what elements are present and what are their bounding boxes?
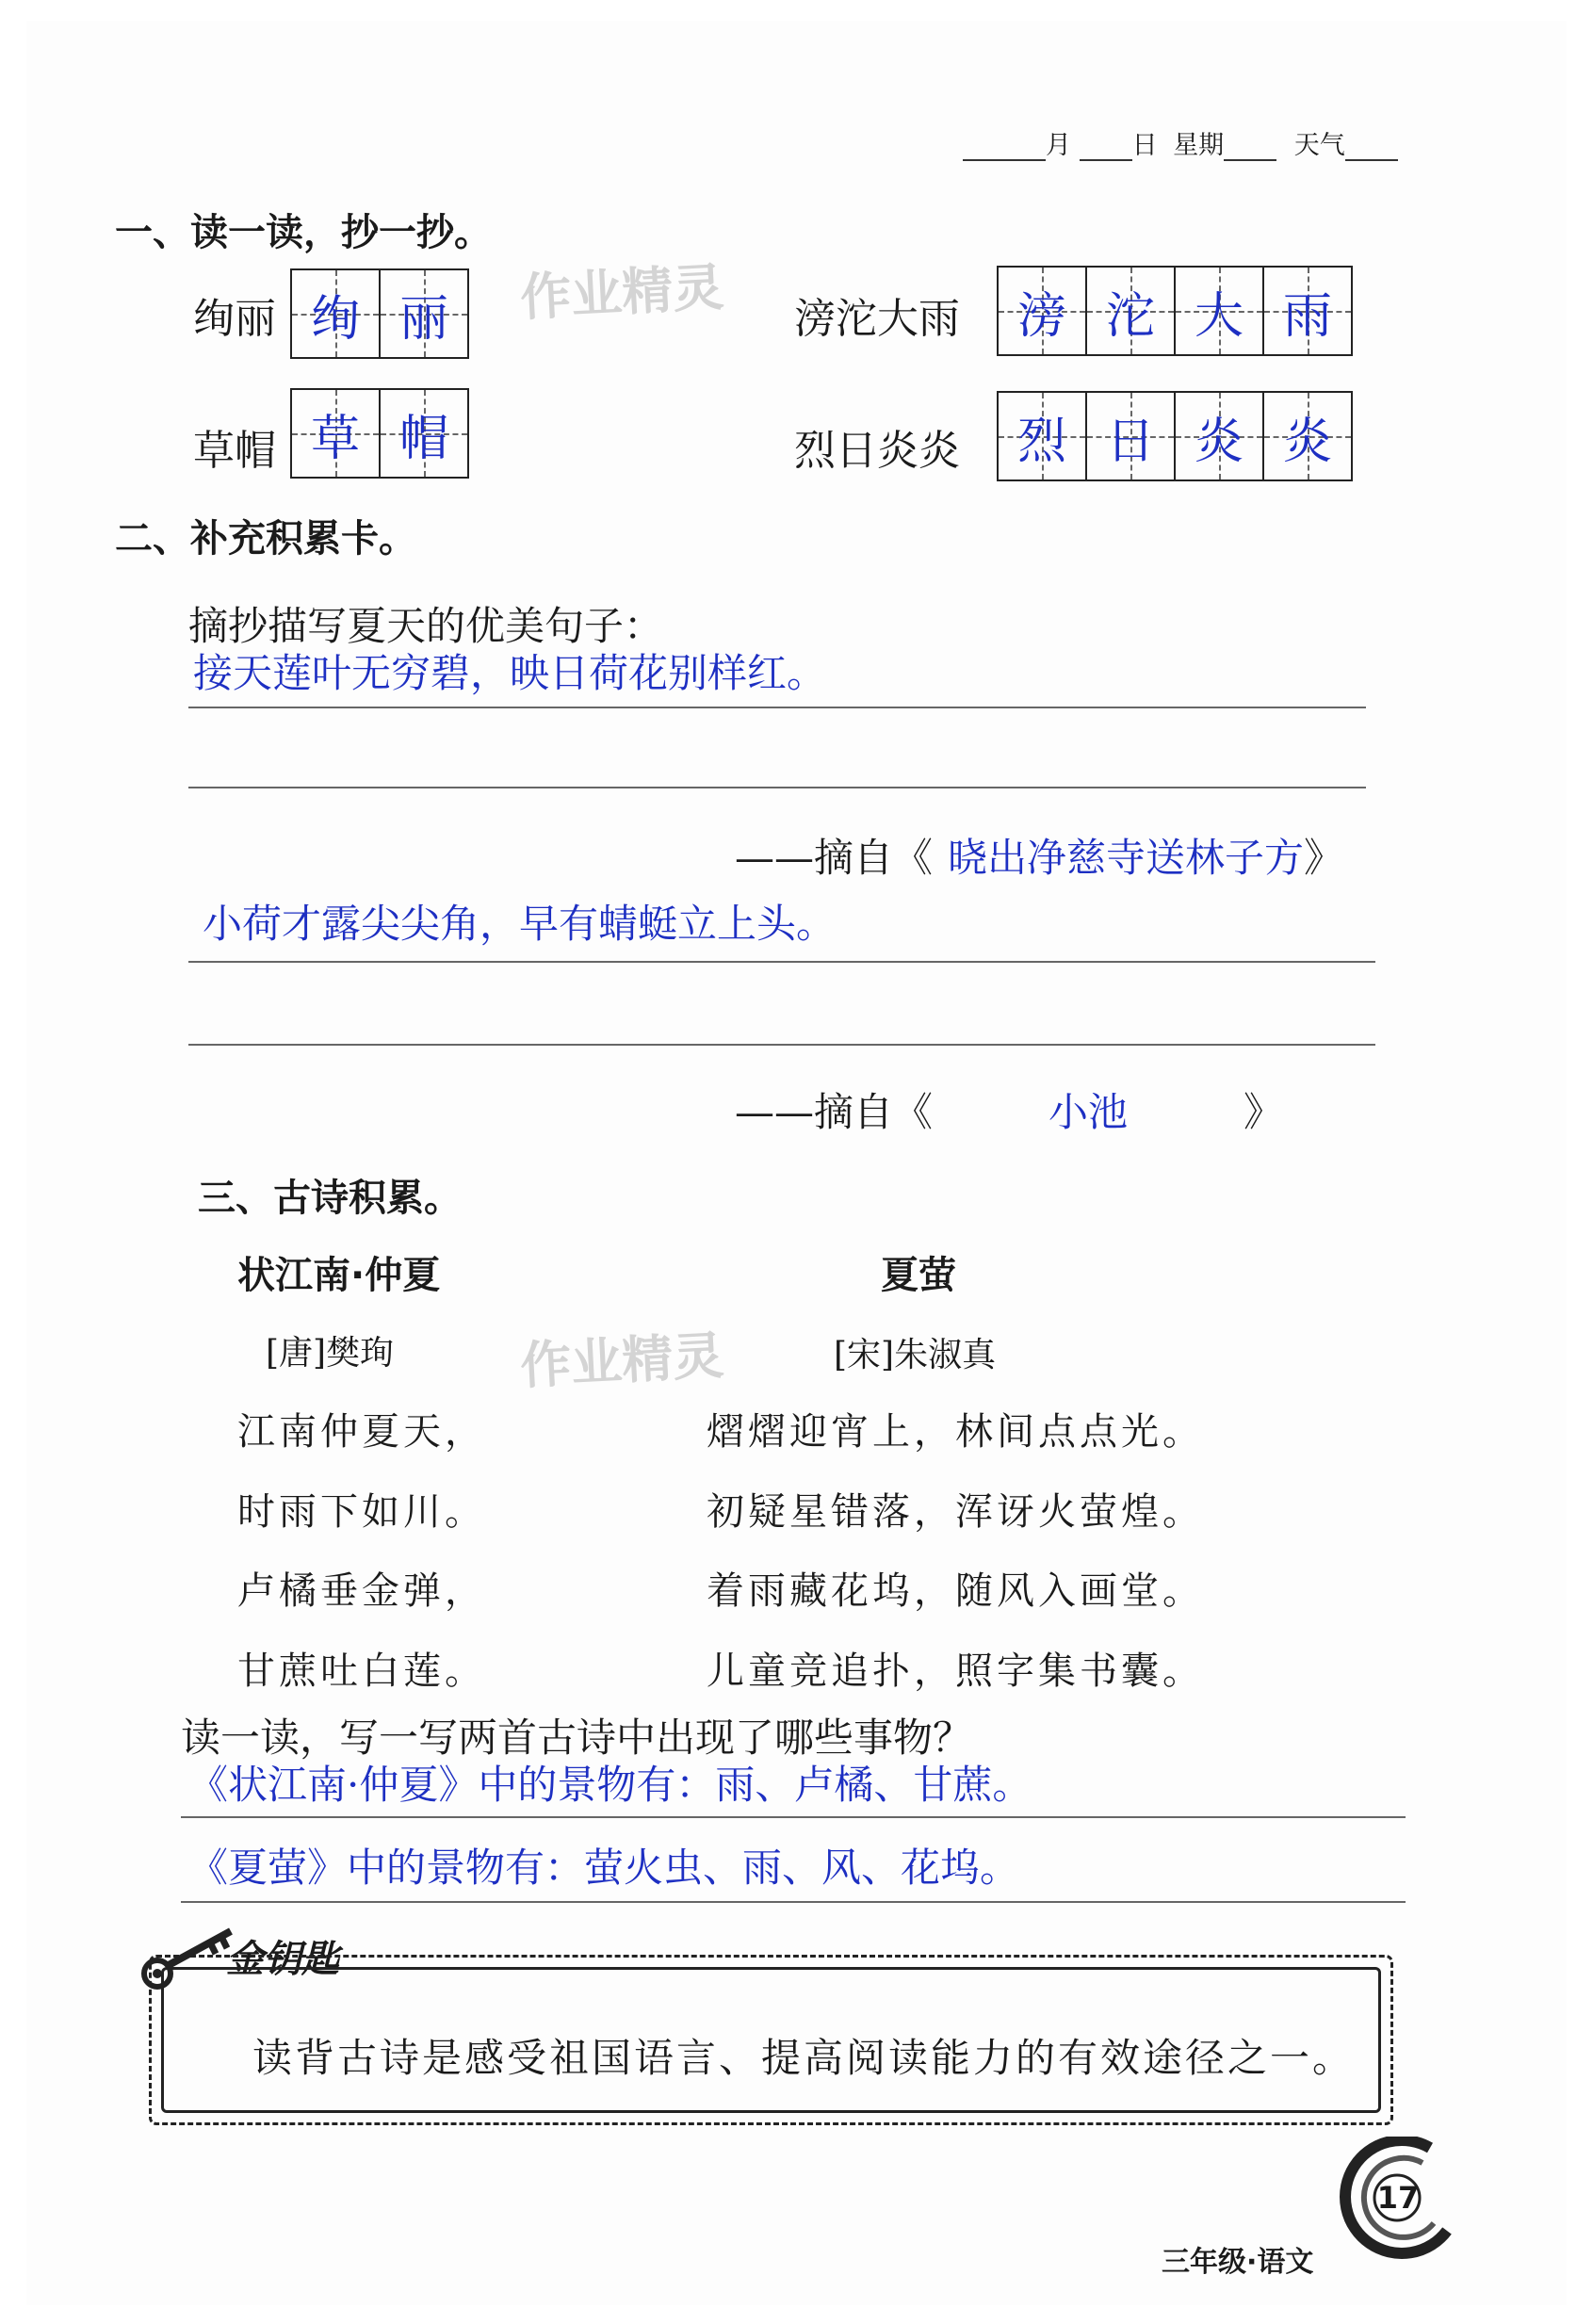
grid-cell[interactable]: 大 xyxy=(1176,268,1264,354)
grid-cell[interactable]: 烈 xyxy=(999,393,1087,479)
poem2-line: 熠熠迎宵上，林间点点光。 xyxy=(707,1410,1204,1454)
excerpt-prompt: 摘抄描写夏天的优美句子： xyxy=(188,603,664,649)
tip-text: 读背古诗是感受祖国语言、提高阅读能力的有效途径之一。 xyxy=(252,2035,1356,2081)
answer-text[interactable]: 《状江南·仲夏》中的景物有：雨、卢橘、甘蔗。 xyxy=(188,1762,1032,1808)
answer-line xyxy=(181,1816,1406,1818)
copy-grid[interactable] xyxy=(290,388,469,479)
poem2-line: 着雨藏花坞，随风入画堂。 xyxy=(707,1569,1204,1613)
week-blank[interactable] xyxy=(1224,135,1276,161)
answer-line xyxy=(188,1044,1375,1046)
key-badge: 金钥匙 xyxy=(226,1938,339,1981)
poem2-title: 夏萤 xyxy=(881,1254,956,1297)
source-line: ——摘自《 晓出净慈寺送林子方》 xyxy=(735,835,1344,881)
answer-source[interactable]: 晓出净慈寺送林子方 xyxy=(948,835,1305,881)
answer-line xyxy=(188,961,1375,963)
grid-cell[interactable]: 炎 xyxy=(1264,393,1351,479)
word-label: 绚丽 xyxy=(193,295,276,343)
answer-line xyxy=(181,1901,1406,1903)
grid-cell[interactable]: 炎 xyxy=(1176,393,1264,479)
poem1-line: 时雨下如川。 xyxy=(237,1490,486,1534)
grid-cell[interactable]: 日 xyxy=(1087,393,1176,479)
month-label: 月 xyxy=(1046,131,1071,160)
grade-subject: 三年级·语文 xyxy=(1162,2246,1314,2279)
section2-title: 二、补充积累卡。 xyxy=(115,517,416,561)
answer-sentence[interactable]: 小荷才露尖尖角，早有蜻蜓立上头。 xyxy=(203,901,837,947)
page-number-badge xyxy=(1336,2137,1458,2259)
grid-cell[interactable]: 丽 xyxy=(381,270,467,357)
grid-cell[interactable]: 沱 xyxy=(1087,268,1176,354)
word-label: 滂沱大雨 xyxy=(794,295,960,343)
week-label: 星期 xyxy=(1173,131,1225,160)
section1-title: 一、读一读，抄一抄。 xyxy=(115,211,492,254)
section3-title: 三、古诗积累。 xyxy=(198,1177,462,1220)
poem1-line: 江南仲夏天， xyxy=(237,1410,486,1454)
poem1-line: 甘蔗吐白莲。 xyxy=(237,1650,486,1693)
answer-line xyxy=(188,787,1366,788)
word-label: 草帽 xyxy=(193,427,276,475)
copy-grid[interactable] xyxy=(997,266,1353,356)
watermark: 作业精灵 xyxy=(518,257,725,328)
poem2-line: 初疑星错落，浑讶火萤煌。 xyxy=(707,1490,1204,1534)
weather-label: 天气 xyxy=(1293,131,1345,160)
question-text: 读一读，写一写两首古诗中出现了哪些事物？ xyxy=(181,1715,973,1761)
word-label: 烈日炎炎 xyxy=(794,427,960,475)
date-line xyxy=(963,124,1398,161)
watermark: 作业精灵 xyxy=(518,1325,725,1396)
grid-cell[interactable]: 草 xyxy=(292,390,381,477)
grid-cell[interactable]: 雨 xyxy=(1264,268,1351,354)
answer-source[interactable]: 小池 xyxy=(1048,1089,1129,1135)
grid-cell[interactable]: 绚 xyxy=(292,270,381,357)
poem2-line: 儿童竞追扑，照字集书囊。 xyxy=(707,1650,1204,1693)
weather-blank[interactable] xyxy=(1345,135,1398,161)
page-number: 17 xyxy=(1376,2180,1420,2216)
day-label: 日 xyxy=(1131,131,1158,160)
poem1-author: [唐]樊珣 xyxy=(266,1334,395,1373)
source-line: ——摘自《 小池 》 xyxy=(735,1081,1283,1138)
copy-grid[interactable] xyxy=(997,391,1353,481)
answer-line xyxy=(188,707,1366,708)
answer-text[interactable]: 《夏萤》中的景物有：萤火虫、雨、风、花坞。 xyxy=(188,1845,1020,1891)
day-blank[interactable] xyxy=(1080,135,1132,161)
poem2-author: [宋]朱淑真 xyxy=(834,1336,997,1374)
month-blank[interactable] xyxy=(963,135,1046,161)
grid-cell[interactable]: 帽 xyxy=(381,390,467,477)
poem1-title: 状江南·仲夏 xyxy=(237,1254,441,1297)
poem1-line: 卢橘垂金弹， xyxy=(237,1569,486,1613)
grid-cell[interactable]: 滂 xyxy=(999,268,1087,354)
copy-grid[interactable] xyxy=(290,268,469,359)
answer-sentence[interactable]: 接天莲叶无穷碧，映日荷花别样红。 xyxy=(193,650,827,696)
